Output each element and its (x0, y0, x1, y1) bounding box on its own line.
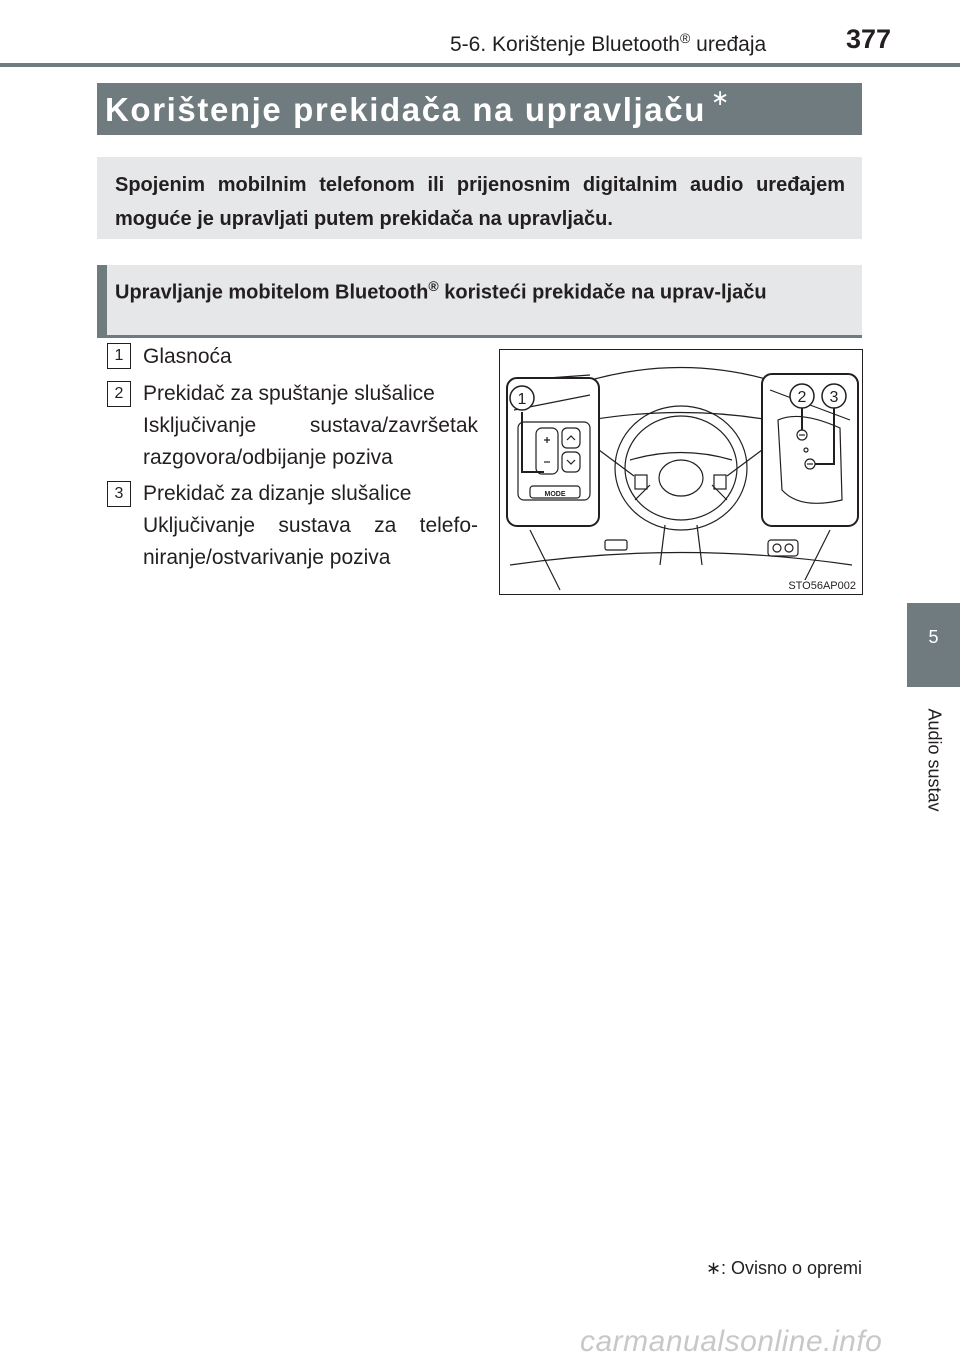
registered-mark: ® (679, 30, 691, 46)
item-2-line-3: razgovora/odbijanje poziva (143, 446, 393, 469)
footnote-asterisk-icon: ∗ (705, 1258, 721, 1278)
subheading-box (97, 265, 862, 338)
chapter-number: 5 (928, 627, 939, 647)
item-3-line-3: niranje/ostvarivanje poziva (143, 546, 391, 569)
subheading-accent-bar (97, 265, 107, 335)
footnote (700, 1258, 862, 1279)
steering-wheel-illustration (500, 350, 862, 594)
item-3-line-2: Uključivanje sustava za telefo- (143, 514, 478, 537)
page-title: Korištenje prekidača na upravljaču (105, 91, 706, 128)
callout-1: 1 (517, 391, 527, 408)
figure-code: STO56AP002 (788, 580, 856, 592)
page-number: 377 (846, 24, 892, 54)
header-rule (0, 63, 960, 67)
item-3-line-1: Prekidač za dizanje slušalice (143, 482, 412, 505)
intro-box (97, 157, 862, 239)
watermark: carmanualsonline.info (580, 1325, 883, 1358)
item-2-number-badge: 2 (107, 381, 131, 407)
mode-button-label: MODE (544, 491, 566, 498)
subheading-prefix: Upravljanje mobitelom Bluetooth (115, 281, 429, 304)
subheading-registered-mark: ® (428, 278, 439, 294)
item-1-line-1: Glasnoća (143, 345, 232, 368)
section-header (450, 30, 766, 57)
title-bar (97, 83, 862, 135)
callout-3: 3 (829, 389, 839, 406)
item-3-number-badge: 3 (107, 481, 131, 507)
section-header-prefix: 5-6. Korištenje Bluetooth (450, 33, 680, 56)
item-1-number-badge: 1 (107, 343, 131, 369)
item-2-line-2: Isključivanje sustava/završetak (143, 414, 478, 437)
intro-text: Spojenim mobilnim telefonom ili prijenosnim digitalnim audio uređajem moguće je upravljati putem prekidača na upravljaču. (115, 174, 845, 230)
section-header-suffix: uređaja (690, 33, 767, 56)
steering-switch-figure (499, 349, 863, 595)
chapter-label: Audio sustav (924, 708, 945, 812)
callout-2: 2 (797, 389, 807, 406)
title-asterisk-icon: ∗ (711, 85, 730, 110)
item-2-line-1: Prekidač za spuštanje slušalice (143, 382, 435, 405)
footnote-text: : Ovisno o opremi (720, 1258, 862, 1278)
subheading-suffix: koristeći prekidače na uprav-ljaču (438, 281, 767, 304)
subheading-text (115, 271, 855, 309)
chapter-tab (907, 603, 960, 687)
